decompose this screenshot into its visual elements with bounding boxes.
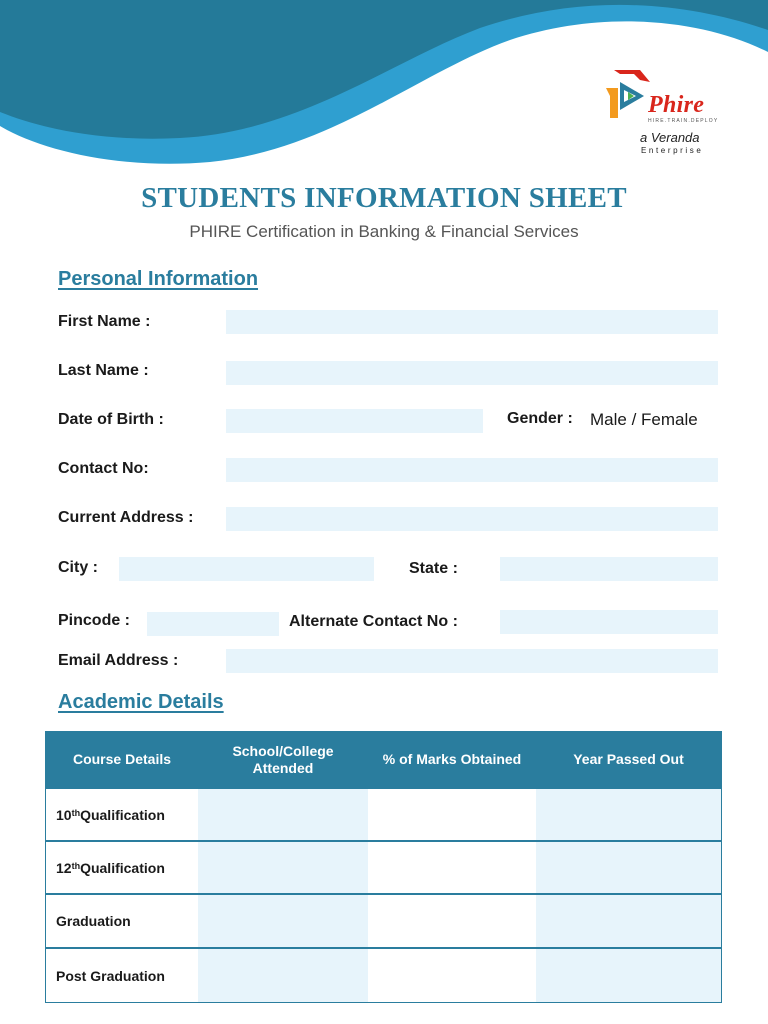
- dob-field[interactable]: [226, 409, 483, 433]
- address-label: Current Address :: [58, 509, 194, 526]
- cell-marks-12th[interactable]: [368, 842, 536, 893]
- table-row: [46, 787, 721, 840]
- pincode-field[interactable]: [147, 612, 279, 636]
- column-header-year: Year Passed Out: [573, 751, 684, 767]
- gender-label: Gender :: [507, 410, 573, 427]
- gender-options[interactable]: Male / Female: [590, 410, 698, 429]
- state-label: State :: [409, 560, 458, 577]
- logo-name: Phire: [648, 92, 705, 118]
- row-label-10th: 10 $^{th}$ Qualification: [56, 806, 165, 823]
- contact-label: Contact No:: [58, 460, 149, 477]
- cell-marks-10th[interactable]: [368, 789, 536, 840]
- row-label-graduation: Graduation: [56, 913, 131, 929]
- state-field[interactable]: [500, 557, 718, 581]
- last-name-label: Last Name :: [58, 362, 149, 379]
- row-label-12th: 12 $^{th}$ Qualification: [56, 859, 165, 876]
- pincode-label: Pincode :: [58, 612, 131, 629]
- column-header-course: Course Details: [72, 751, 172, 767]
- logo-enterprise: a Veranda: [640, 130, 700, 145]
- cell-year-post-graduation[interactable]: [536, 949, 721, 1002]
- table-row: [46, 893, 721, 947]
- cell-marks-post-graduation[interactable]: [368, 949, 536, 1002]
- alt-contact-label: Alternate Contact No :: [289, 613, 458, 630]
- personal-info-heading: Personal Information: [58, 268, 259, 290]
- cell-school-post-graduation[interactable]: [198, 949, 368, 1002]
- logo-tagline: HIRE.TRAIN.DEPLOY: [648, 118, 719, 124]
- cell-year-10th[interactable]: [536, 789, 721, 840]
- email-field[interactable]: [226, 649, 718, 673]
- table-row: [46, 947, 721, 1002]
- column-header-school: School/College Attended: [232, 742, 334, 776]
- dob-label: Date of Birth :: [58, 411, 164, 428]
- city-label: City :: [58, 559, 98, 576]
- first-name-field[interactable]: [226, 310, 718, 334]
- cell-year-12th[interactable]: [536, 842, 721, 893]
- academic-details-heading: Academic Details: [58, 691, 224, 713]
- city-field[interactable]: [119, 557, 374, 581]
- table-row: [46, 840, 721, 893]
- contact-field[interactable]: [226, 458, 718, 482]
- address-field[interactable]: [226, 507, 718, 531]
- column-header-marks: % of Marks Obtained: [382, 751, 522, 767]
- first-name-label: First Name :: [58, 313, 151, 330]
- academic-table-header: [46, 732, 721, 787]
- email-label: Email Address :: [58, 652, 179, 669]
- page-title: STUDENTS INFORMATION SHEET: [141, 182, 627, 214]
- cell-marks-graduation[interactable]: [368, 895, 536, 947]
- cell-year-graduation[interactable]: [536, 895, 721, 947]
- last-name-field[interactable]: [226, 361, 718, 385]
- row-label-post-graduation: Post Graduation: [56, 967, 165, 984]
- alt-contact-field[interactable]: [500, 610, 718, 634]
- cell-school-graduation[interactable]: [198, 895, 368, 947]
- phire-logo: [604, 66, 736, 156]
- academic-table: [45, 731, 722, 1003]
- cell-school-12th[interactable]: [198, 842, 368, 893]
- cell-school-10th[interactable]: [198, 789, 368, 840]
- logo-enterprise-sub: Enterprise: [641, 146, 704, 155]
- page-subtitle: PHIRE Certification in Banking & Financial Services: [189, 222, 579, 241]
